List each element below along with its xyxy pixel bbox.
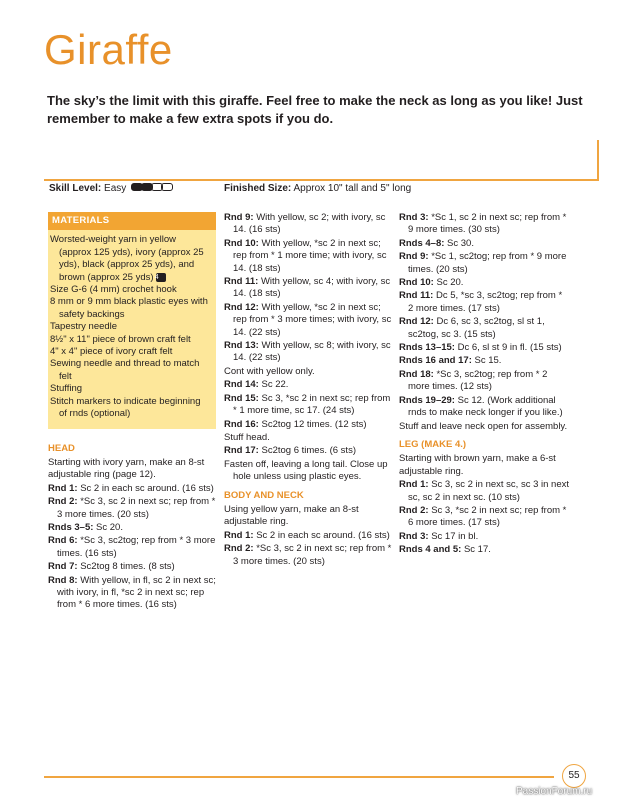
head-rows [48, 483, 216, 612]
row-text: With yellow, in fl, sc 2 in next sc; with ivory, in fl, *sc 2 in next sc; rep from * 6 more times. (16 sts) [57, 574, 216, 611]
leg-heading: LEG (MAKE 4.) [399, 438, 467, 450]
row-text: Sc 22. [261, 379, 289, 391]
row-text: *Sc 3, sc2tog; rep from * 2 more times. (12 sts) [408, 368, 548, 393]
row-label: Rnd 1: [399, 479, 429, 491]
divider-bottom [44, 776, 554, 778]
pattern-row [224, 419, 392, 431]
pattern-row [399, 355, 569, 367]
row-label: Rnds 16 and 17: [399, 355, 472, 367]
row-text: *Sc 1, sc 2 in next sc; rep from * 9 more times. (30 sts) [408, 212, 567, 236]
row-label: Rnds 19–29: [399, 394, 455, 406]
row-label: Rnd 2: [48, 496, 78, 508]
row-text: With yellow, sc 8; with ivory, sc 14. (22 sts) [233, 340, 391, 364]
skill-level [49, 183, 171, 194]
row-text: Stuff and leave neck open for assembly. [399, 420, 568, 432]
row-text: *Sc 3, sc 2 in next sc; rep from * 3 more times. (20 sts) [57, 496, 216, 520]
watermark: PassionForum.ru [516, 786, 593, 797]
row-label: Rnds 3–5: [48, 521, 94, 533]
pattern-row [224, 543, 392, 568]
pattern-row [224, 302, 392, 339]
head-intro: Starting with ivory yarn, make an 8-st adjustable ring (page 12). [48, 456, 205, 481]
row-text: Fasten off, leaving a long tail. Close up hole unless using plastic eyes. [224, 458, 388, 483]
pattern-row [399, 531, 569, 543]
row-text: Sc 15. [474, 355, 502, 367]
divider-top [44, 179, 599, 181]
row-text: With yellow, sc 4; with ivory, sc 14. (18 sts) [233, 276, 391, 300]
pattern-row [399, 544, 569, 556]
pattern-row [399, 251, 569, 276]
row-label: Rnd 12: [224, 301, 259, 313]
row-text: Dc 6, sc 3, sc2tog, sl st 1, sc2tog, sc 3. (15 sts) [408, 316, 545, 340]
row-label: Rnd 6: [48, 535, 78, 547]
page-title: Giraffe [44, 26, 173, 73]
row-text: *Sc 3, sc2tog; rep from * 3 more times. (16 sts) [57, 535, 216, 559]
materials-item: 8 mm or 9 mm black plastic eyes with safety backings [50, 296, 208, 320]
pattern-row [399, 479, 569, 504]
pattern-row [224, 445, 392, 457]
skill-label: Skill Level: [49, 183, 102, 195]
intro-text: The sky’s the limit with this giraffe. Feel free to make the neck as long as you like! Just remember to make a few extra spots if you do. [47, 93, 583, 126]
row-text: Sc 17. [463, 544, 491, 556]
finished-size [224, 183, 411, 194]
yarn-weight-icon: 4 [156, 273, 166, 282]
pattern-row [48, 561, 216, 573]
pattern-row [399, 290, 569, 315]
materials-item: Stitch markers to indicate beginning of rnds (optional) [50, 395, 201, 420]
pattern-row [399, 212, 569, 237]
row-text: Sc 17 in bl. [431, 530, 479, 542]
row-label: Rnd 10: [224, 237, 259, 249]
row-text: Sc 2 in each sc around. (16 sts) [256, 529, 390, 541]
pattern-row [224, 340, 392, 365]
pattern-row [399, 238, 569, 250]
row-label: Rnd 11: [224, 276, 259, 288]
pattern-row [224, 459, 392, 484]
body-heading: BODY AND NECK [224, 489, 304, 501]
materials-item: 4" x 4" piece of ivory craft felt [50, 346, 173, 358]
row-text: Sc2tog 12 times. (12 sts) [261, 418, 367, 430]
column-3 [399, 212, 569, 558]
materials-item: 8½" x 11" piece of brown craft felt [50, 333, 191, 345]
pattern-row [48, 535, 216, 560]
finished-label: Finished Size: [224, 183, 292, 194]
body-rows [224, 530, 392, 568]
row-label: Rnds 4–8: [399, 237, 445, 249]
row-label: Rnd 1: [48, 482, 78, 494]
row-text: Sc 20. [96, 521, 123, 533]
page-number: 55 [562, 764, 586, 788]
pattern-row [224, 530, 392, 542]
divider-vertical [597, 140, 599, 180]
skill-level-icon [131, 183, 171, 194]
row-label: Rnd 3: [399, 530, 429, 542]
row-text: Sc 12. (Work additional rnds to make neck longer if you like.) [408, 394, 563, 419]
materials-item: Stuffing [50, 383, 83, 395]
row-label: Rnd 3: [399, 212, 429, 223]
row-label: Rnd 8: [48, 574, 78, 586]
pattern-row [399, 421, 569, 433]
row-label: Rnd 9: [399, 251, 429, 263]
pattern-row [399, 369, 569, 394]
row-text: Sc2tog 8 times. (8 sts) [80, 561, 175, 573]
row-text: Cont with yellow only. [224, 365, 315, 377]
row-text: Stuff head. [224, 431, 270, 443]
row-text: Sc 30. [447, 237, 474, 249]
row-label: Rnd 13: [224, 340, 259, 352]
row-label: Rnd 14: [224, 379, 259, 391]
row-label: Rnd 15: [224, 392, 259, 404]
row-label: Rnd 16: [224, 418, 259, 430]
pattern-row [224, 393, 392, 418]
row-text: With yellow, sc 2; with ivory, sc 14. (16 sts) [233, 212, 386, 236]
col2-rows [224, 212, 392, 484]
row-text: With yellow, *sc 2 in next sc; rep from * 3 more times; with ivory, sc 14. (22 sts) [233, 301, 392, 338]
pattern-row [48, 522, 216, 534]
row-text: Sc 2 in each sc around. (16 sts) [80, 482, 214, 494]
pattern-row [48, 496, 216, 521]
row-label: Rnd 10: [399, 277, 434, 289]
pattern-row [48, 483, 216, 495]
row-label: Rnd 7: [48, 561, 78, 573]
finished-value: Approx 10" tall and 5" long [293, 183, 412, 194]
materials-box [48, 212, 216, 429]
pattern-row [399, 505, 569, 530]
column-2 [224, 212, 392, 569]
pattern-row [399, 316, 569, 341]
row-text: Sc 3, *sc 2 in next sc; rep from * 1 more time, sc 17. (24 sts) [233, 392, 391, 417]
row-text: *Sc 1, sc2tog; rep from * 9 more times. (20 sts) [408, 251, 567, 275]
row-label: Rnd 2: [399, 504, 429, 516]
row-label: Rnd 17: [224, 445, 259, 457]
pattern-row [399, 395, 569, 420]
pattern-row [399, 342, 569, 354]
pattern-row [224, 379, 392, 391]
body-intro: Using yellow yarn, make an 8-st adjustable ring. [224, 503, 359, 528]
row-text: Sc 3, *sc 2 in next sc; rep from * 6 more times. (17 sts) [408, 504, 567, 529]
col3-rows [399, 212, 569, 433]
pattern-row [224, 366, 392, 378]
leg-rows [399, 479, 569, 556]
pattern-row [399, 277, 569, 289]
row-text: Dc 6, sl st 9 in fl. (15 sts) [457, 342, 562, 354]
column-1 [48, 212, 216, 613]
head-heading: HEAD [48, 442, 75, 454]
materials-heading: MATERIALS [48, 212, 216, 230]
skill-value: Easy [104, 183, 127, 195]
materials-list [48, 230, 216, 420]
row-text: Sc 20. [436, 277, 464, 289]
row-label: Rnd 12: [399, 316, 434, 328]
row-label: Rnd 11: [399, 290, 434, 302]
row-label: Rnd 1: [224, 529, 254, 541]
row-label: Rnd 2: [224, 543, 254, 555]
row-label: Rnd 9: [224, 212, 254, 223]
pattern-row [224, 276, 392, 301]
row-text: Sc 3, sc 2 in next sc, sc 3 in next sc, sc 2 in next sc. (10 sts) [408, 479, 570, 503]
pattern-row [224, 238, 392, 275]
row-label: Rnds 13–15: [399, 342, 455, 354]
materials-item: Size G-6 (4 mm) crochet hook [50, 284, 177, 296]
row-text: With yellow, *sc 2 in next sc; rep from * 1 more time; with ivory, sc 14. (18 sts) [233, 237, 387, 274]
materials-item: Sewing needle and thread to match felt [50, 358, 200, 382]
row-label: Rnd 18: [399, 368, 434, 380]
row-text: *Sc 3, sc 2 in next sc; rep from * 3 more times. (20 sts) [233, 543, 392, 567]
row-text: Sc2tog 6 times. (6 sts) [261, 445, 356, 457]
materials-item: Worsted-weight yarn in yellow (approx 125 yds), ivory (approx 25 yds), black (approx 25 yds), and brown (approx 25 yds) 4 [50, 234, 204, 283]
pattern-row [48, 575, 216, 612]
materials-item: Tapestry needle [50, 321, 118, 333]
row-label: Rnds 4 and 5: [399, 544, 462, 556]
pattern-row [224, 212, 392, 237]
leg-intro: Starting with brown yarn, make a 6-st adjustable ring. [399, 453, 556, 477]
pattern-row [224, 432, 392, 444]
row-text: Dc 5, *sc 3, sc2tog; rep from * 2 more times. (17 sts) [408, 290, 563, 314]
